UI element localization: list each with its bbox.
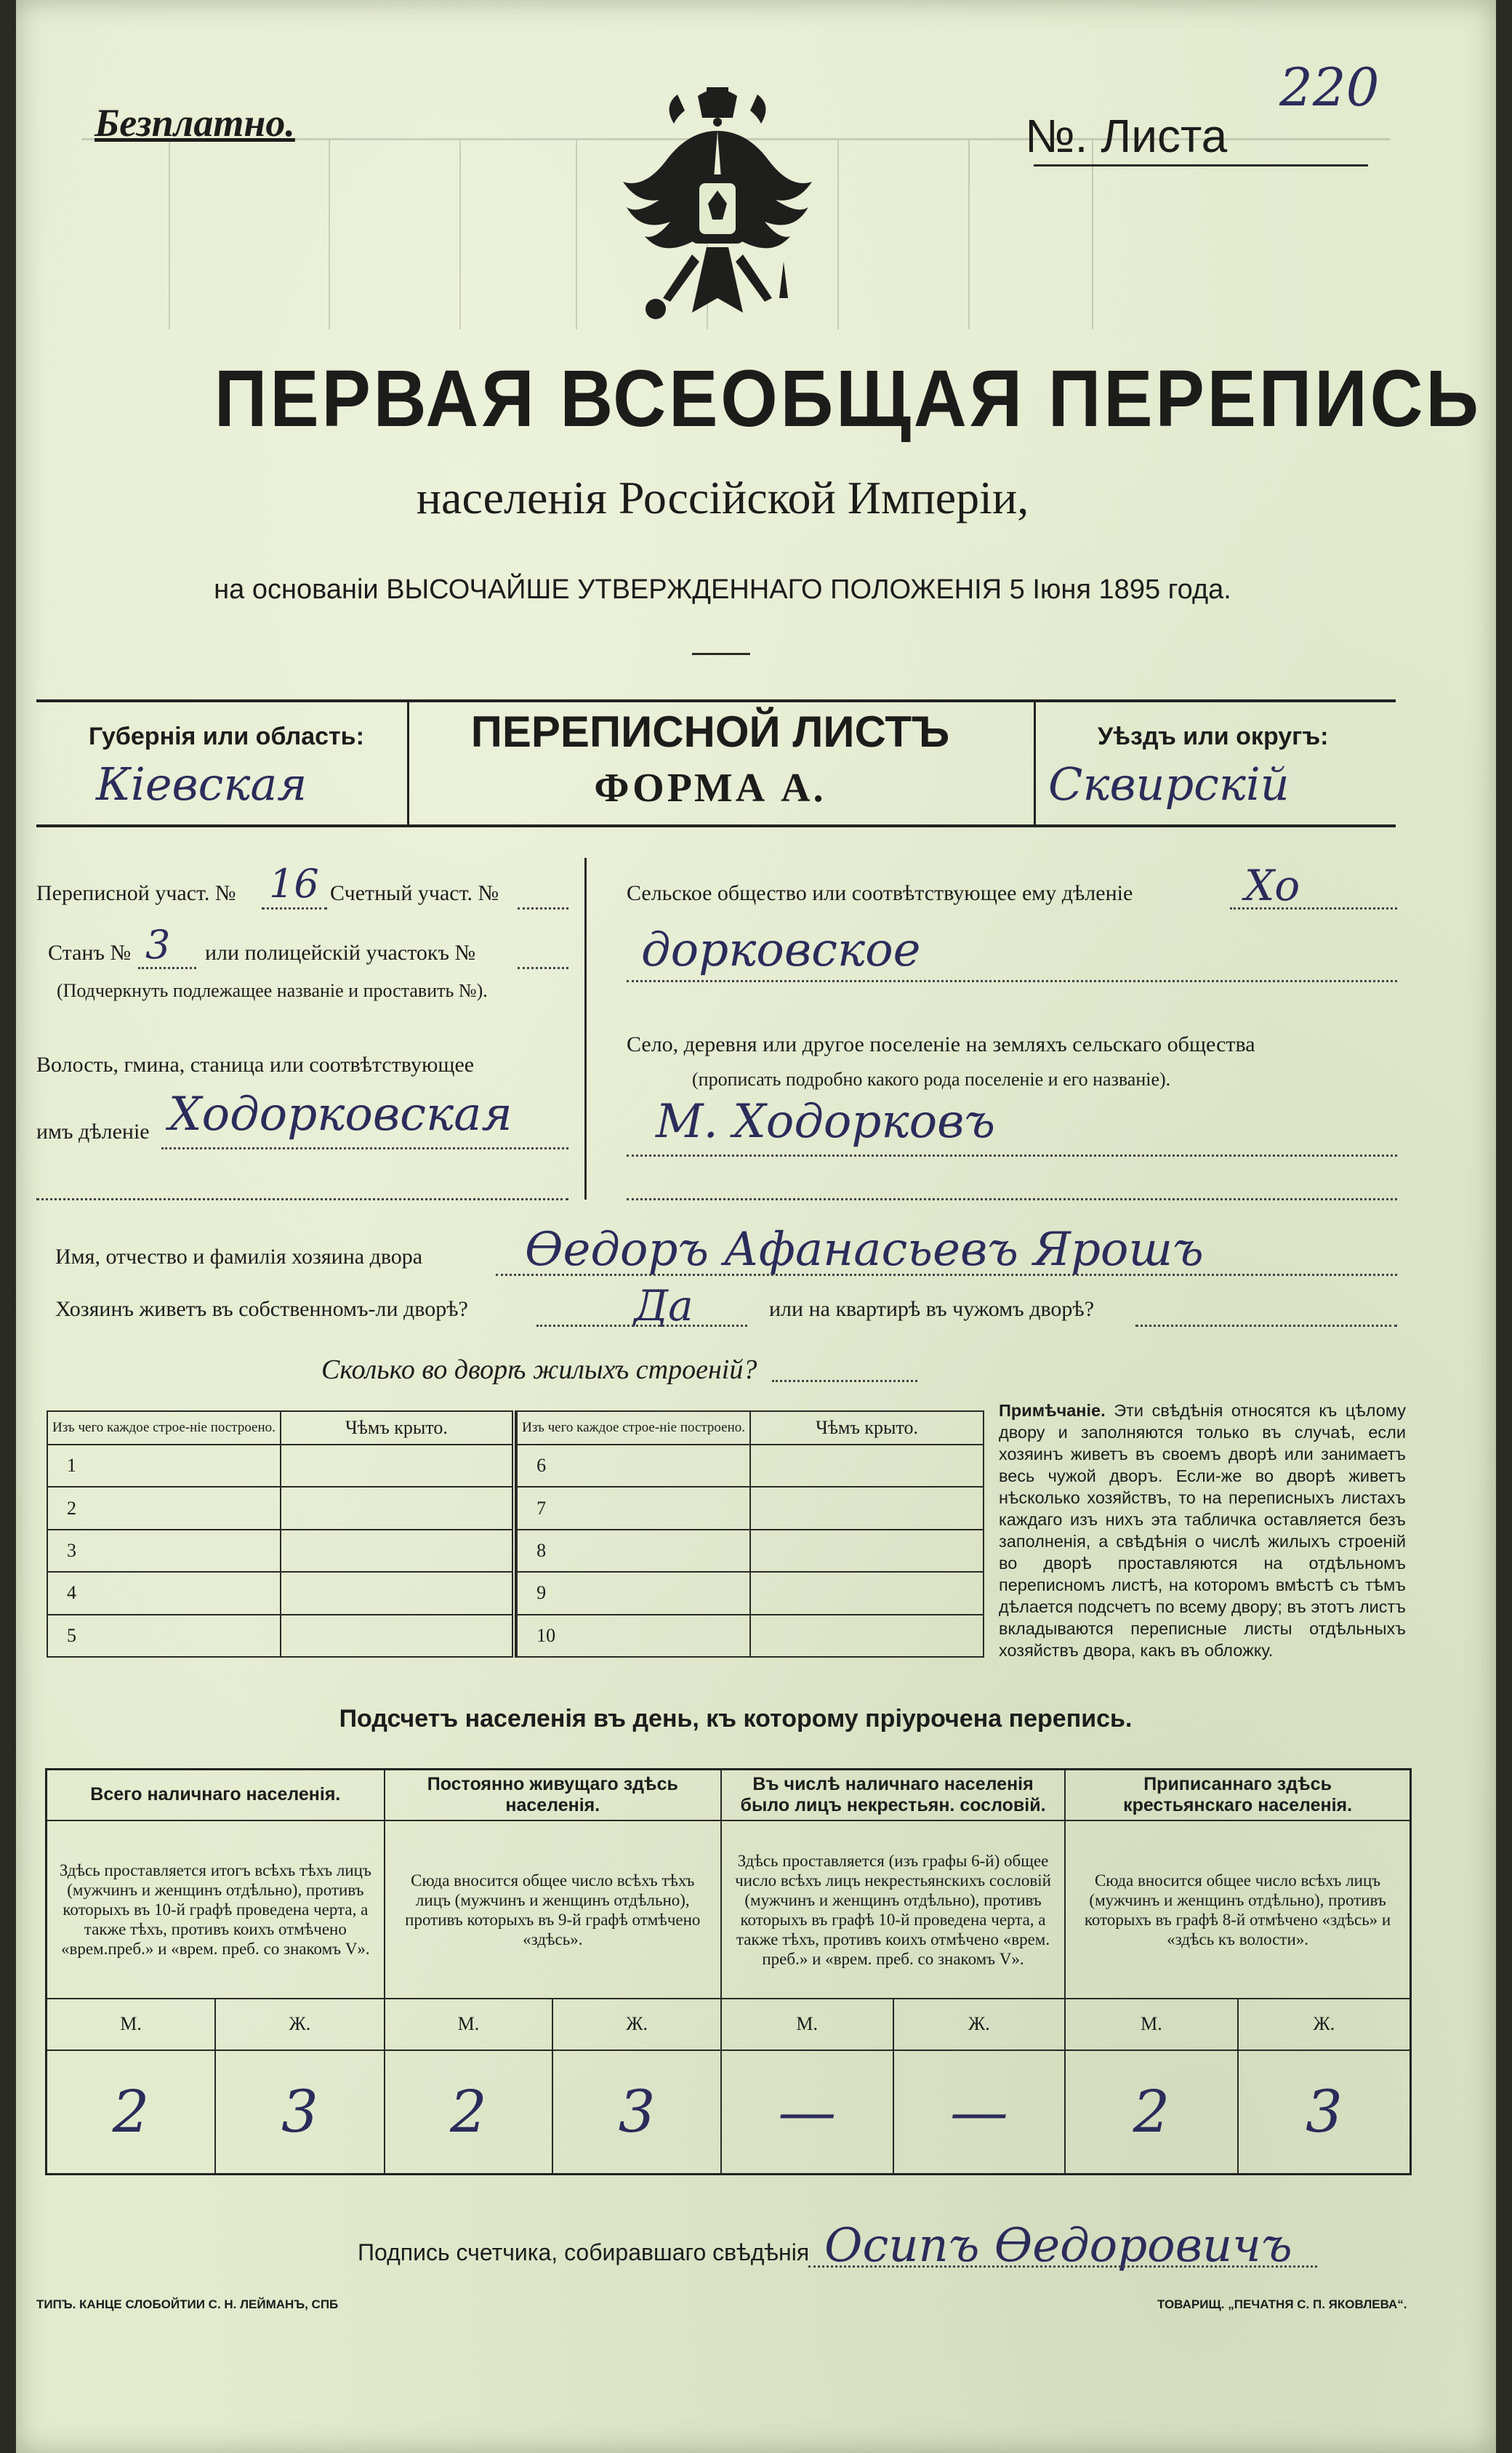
lives-label: Хозяинъ живетъ въ собственномъ-ли дворѣ? — [55, 1297, 468, 1321]
ornament-divider — [692, 653, 750, 655]
col-material-right: Изъ чего каждое строе-ніе построено. — [517, 1411, 750, 1445]
free-label: Безплатно. — [94, 101, 295, 145]
printer-right: ТОВАРИЩ. „ПЕЧАТНЯ С. П. ЯКОВЛЕВА“. — [1157, 2297, 1407, 2311]
label-f-3: Ж. — [893, 1999, 1066, 2049]
gubernia-label: Губернія или область: — [89, 723, 364, 750]
value-non-peasant-m: — — [721, 2050, 893, 2175]
uezd-label: Уѣздъ или округъ: — [1098, 723, 1329, 750]
census-area-label: Переписной участ. № — [36, 881, 236, 905]
label-f-1: Ж. — [215, 1999, 385, 2049]
legal-basis: на основаніи ВЫСОЧАЙШЕ УТВЕРЖДЕННАГО ПОЛОЖЕНІЯ 5 Іюня 1895 года. — [214, 574, 1231, 605]
buildings-label: Сколько во дворѣ жилыхъ строеній? — [321, 1354, 757, 1385]
value-peasant-m: 2 — [1065, 2050, 1238, 2175]
lives-value: Да — [634, 1281, 693, 1330]
sheet-number-underline — [1034, 164, 1368, 166]
owner-label: Имя, отчество и фамилія хозяина двора — [55, 1245, 423, 1269]
row-number-5: 5 — [47, 1615, 281, 1657]
underline-note: (Подчеркнуть подлежащее названіе и проставить №). — [57, 980, 488, 1001]
col-desc-permanent: Сюда вносится общее число всѣхъ тѣхъ лицъ (мужчинъ и женщинъ отдѣльно), противъ которыхъ въ 9-й графѣ отмѣчено «здѣсь». — [385, 1820, 721, 1999]
police-label: или полицейскій участокъ № — [205, 941, 476, 965]
village-label: Село, деревня или другое поселеніе на земляхъ сельскаго общества — [627, 1032, 1255, 1056]
row-number-9: 9 — [517, 1572, 750, 1614]
society-value-1: Хо — [1244, 861, 1300, 910]
row-number-1: 1 — [47, 1445, 281, 1487]
village-note: (прописать подробно какого рода поселеніе и его названіе). — [692, 1069, 1171, 1090]
population-count-table — [45, 1768, 1412, 2175]
subtitle: населенія Россійской Имперіи, — [416, 472, 1029, 523]
col-desc-peasant: Сюда вносится общее число всѣхъ лицъ (мужчинъ и женщинъ отдѣльно), противъ которыхъ въ графѣ 8-й отмѣчено «здѣсь» и «здѣсь къ волости». — [1065, 1820, 1410, 1999]
count-title: Подсчетъ населенія въ день, къ которому пріурочена перепись. — [339, 1705, 1133, 1733]
col-material-left: Изъ чего каждое строе-ніе построено. — [47, 1411, 281, 1445]
note-block — [999, 1400, 1406, 1661]
gubernia-value: Кіевская — [96, 758, 307, 811]
note-text: Эти свѣдѣнія относятся къ цѣлому двору и заполняются только въ случаѣ, если хозяинъ живетъ въ своемъ дворѣ или занимаетъ весь чужой дворъ. Если-же во дворѣ живетъ нѣсколько хозяйствъ, то на переписныхъ листахъ каждаго изъ нихъ эта табличка оставляется безъ заполненія, а свѣдѣнія о числѣ жилыхъ строеній во дворѣ проставляются на отдѣльномъ переписномъ листѣ, на которомъ вмѣстѣ съ тѣмъ дѣлается подсчетъ по всему двору; въ этотъ листъ вкладываются переписные листы отдѣльныхъ хозяйствъ двора, какъ въ обложку. — [999, 1401, 1407, 1660]
col-desc-non-peasant: Здѣсь проставляется (изъ графы 6-й) общее число всѣхъ лицъ некрестьянскихъ сословій (мужчинъ и женщинъ отдѣльно), противъ которыхъ въ графѣ 10-й проведена черта, а также тѣхъ, противъ коихъ отмѣчено «врем. преб.» и «врем. преб. со знакомъ V». — [721, 1820, 1065, 1999]
signature-label: Подпись счетчика, собиравшаго свѣдѣнія — [358, 2239, 810, 2265]
count-area-label: Счетный участ. № — [330, 881, 499, 905]
row-number-7: 7 — [517, 1487, 750, 1529]
col-head-permanent: Постоянно живущаго здѣсь населенія. — [385, 1770, 721, 1820]
col-head-non-peasant: Въ числѣ наличнаго населенія было лицъ некрестьян. сословій. — [721, 1770, 1065, 1820]
main-title: ПЕРВАЯ ВСЕОБЩАЯ ПЕРЕПИСЬ — [214, 354, 1481, 443]
row-number-10: 10 — [517, 1615, 750, 1657]
row-number-8: 8 — [517, 1530, 750, 1572]
col-roof-right: Чѣмъ крыто. — [750, 1411, 984, 1445]
owner-value: Ѳедоръ Афанасьевъ Ярошъ — [525, 1223, 1204, 1277]
society-label: Сельское общество или соотвѣтствующее ему дѣленіе — [627, 881, 1133, 905]
sheet-number-value: 220 — [1279, 57, 1380, 118]
label-m-4: М. — [1065, 1999, 1238, 2049]
volost-value: Ходорковская — [169, 1088, 512, 1141]
label-f-4: Ж. — [1238, 1999, 1411, 2049]
sheet-number-label: №. Листа — [1025, 110, 1228, 162]
row-number-3: 3 — [47, 1530, 281, 1572]
value-total-f: 3 — [215, 2050, 385, 2175]
value-permanent-f: 3 — [552, 2050, 721, 2175]
volost-label: Волость, гмина, станица или соотвѣтствующее — [36, 1053, 475, 1077]
row-number-2: 2 — [47, 1487, 281, 1529]
village-value: М. Ходорковъ — [656, 1095, 996, 1149]
label-m-1: М. — [47, 1999, 216, 2049]
volost-label-2: имъ дѣленіе — [36, 1120, 150, 1144]
value-non-peasant-f: — — [893, 2050, 1066, 2175]
label-f-2: Ж. — [552, 1999, 721, 2049]
society-value-2: дорковское — [641, 923, 921, 977]
buildings-table — [47, 1410, 984, 1658]
fields-divider — [584, 858, 587, 1200]
label-m-2: М. — [385, 1999, 553, 2049]
coat-of-arms-icon — [605, 80, 830, 342]
stan-value: 3 — [145, 922, 171, 968]
uezd-value: Сквирскій — [1048, 758, 1290, 811]
row-number-4: 4 — [47, 1572, 281, 1614]
census-sheet — [16, 0, 1496, 2453]
value-permanent-m: 2 — [385, 2050, 553, 2175]
label-m-3: М. — [721, 1999, 893, 2049]
printer-left: ТИПЪ. КАНЦЕ СЛОБОЙТИИ С. Н. ЛЕЙМАНЪ, СПБ — [36, 2297, 339, 2311]
value-total-m: 2 — [47, 2050, 216, 2175]
census-area-value: 16 — [269, 861, 319, 907]
signature-value: Осипъ Ѳедоровичъ — [824, 2219, 1292, 2273]
col-head-peasant: Приписаннаго здѣсь крестьянскаго населенія. — [1065, 1770, 1410, 1820]
form-title: ПЕРЕПИСНОЙ ЛИСТЪ — [470, 707, 950, 756]
or-label: или на квартирѣ въ чужомъ дворѣ? — [769, 1297, 1095, 1321]
col-roof-left: Чѣмъ крыто. — [281, 1411, 514, 1445]
col-head-total: Всего наличнаго населенія. — [47, 1770, 385, 1820]
note-title: Примѣчаніе. — [999, 1401, 1106, 1420]
row-number-6: 6 — [517, 1445, 750, 1487]
stan-label: Станъ № — [48, 941, 132, 965]
form-subtitle: ФОРМА А. — [594, 766, 827, 811]
value-peasant-f: 3 — [1238, 2050, 1411, 2175]
col-desc-total: Здѣсь проставляется итогъ всѣхъ тѣхъ лицъ (мужчинъ и женщинъ отдѣльно), противъ которыхъ въ 10-й графѣ проведена черта, а также тѣхъ, противъ коихъ отмѣчено «врем.преб.» и «врем. преб. со знакомъ V». — [47, 1820, 385, 1999]
